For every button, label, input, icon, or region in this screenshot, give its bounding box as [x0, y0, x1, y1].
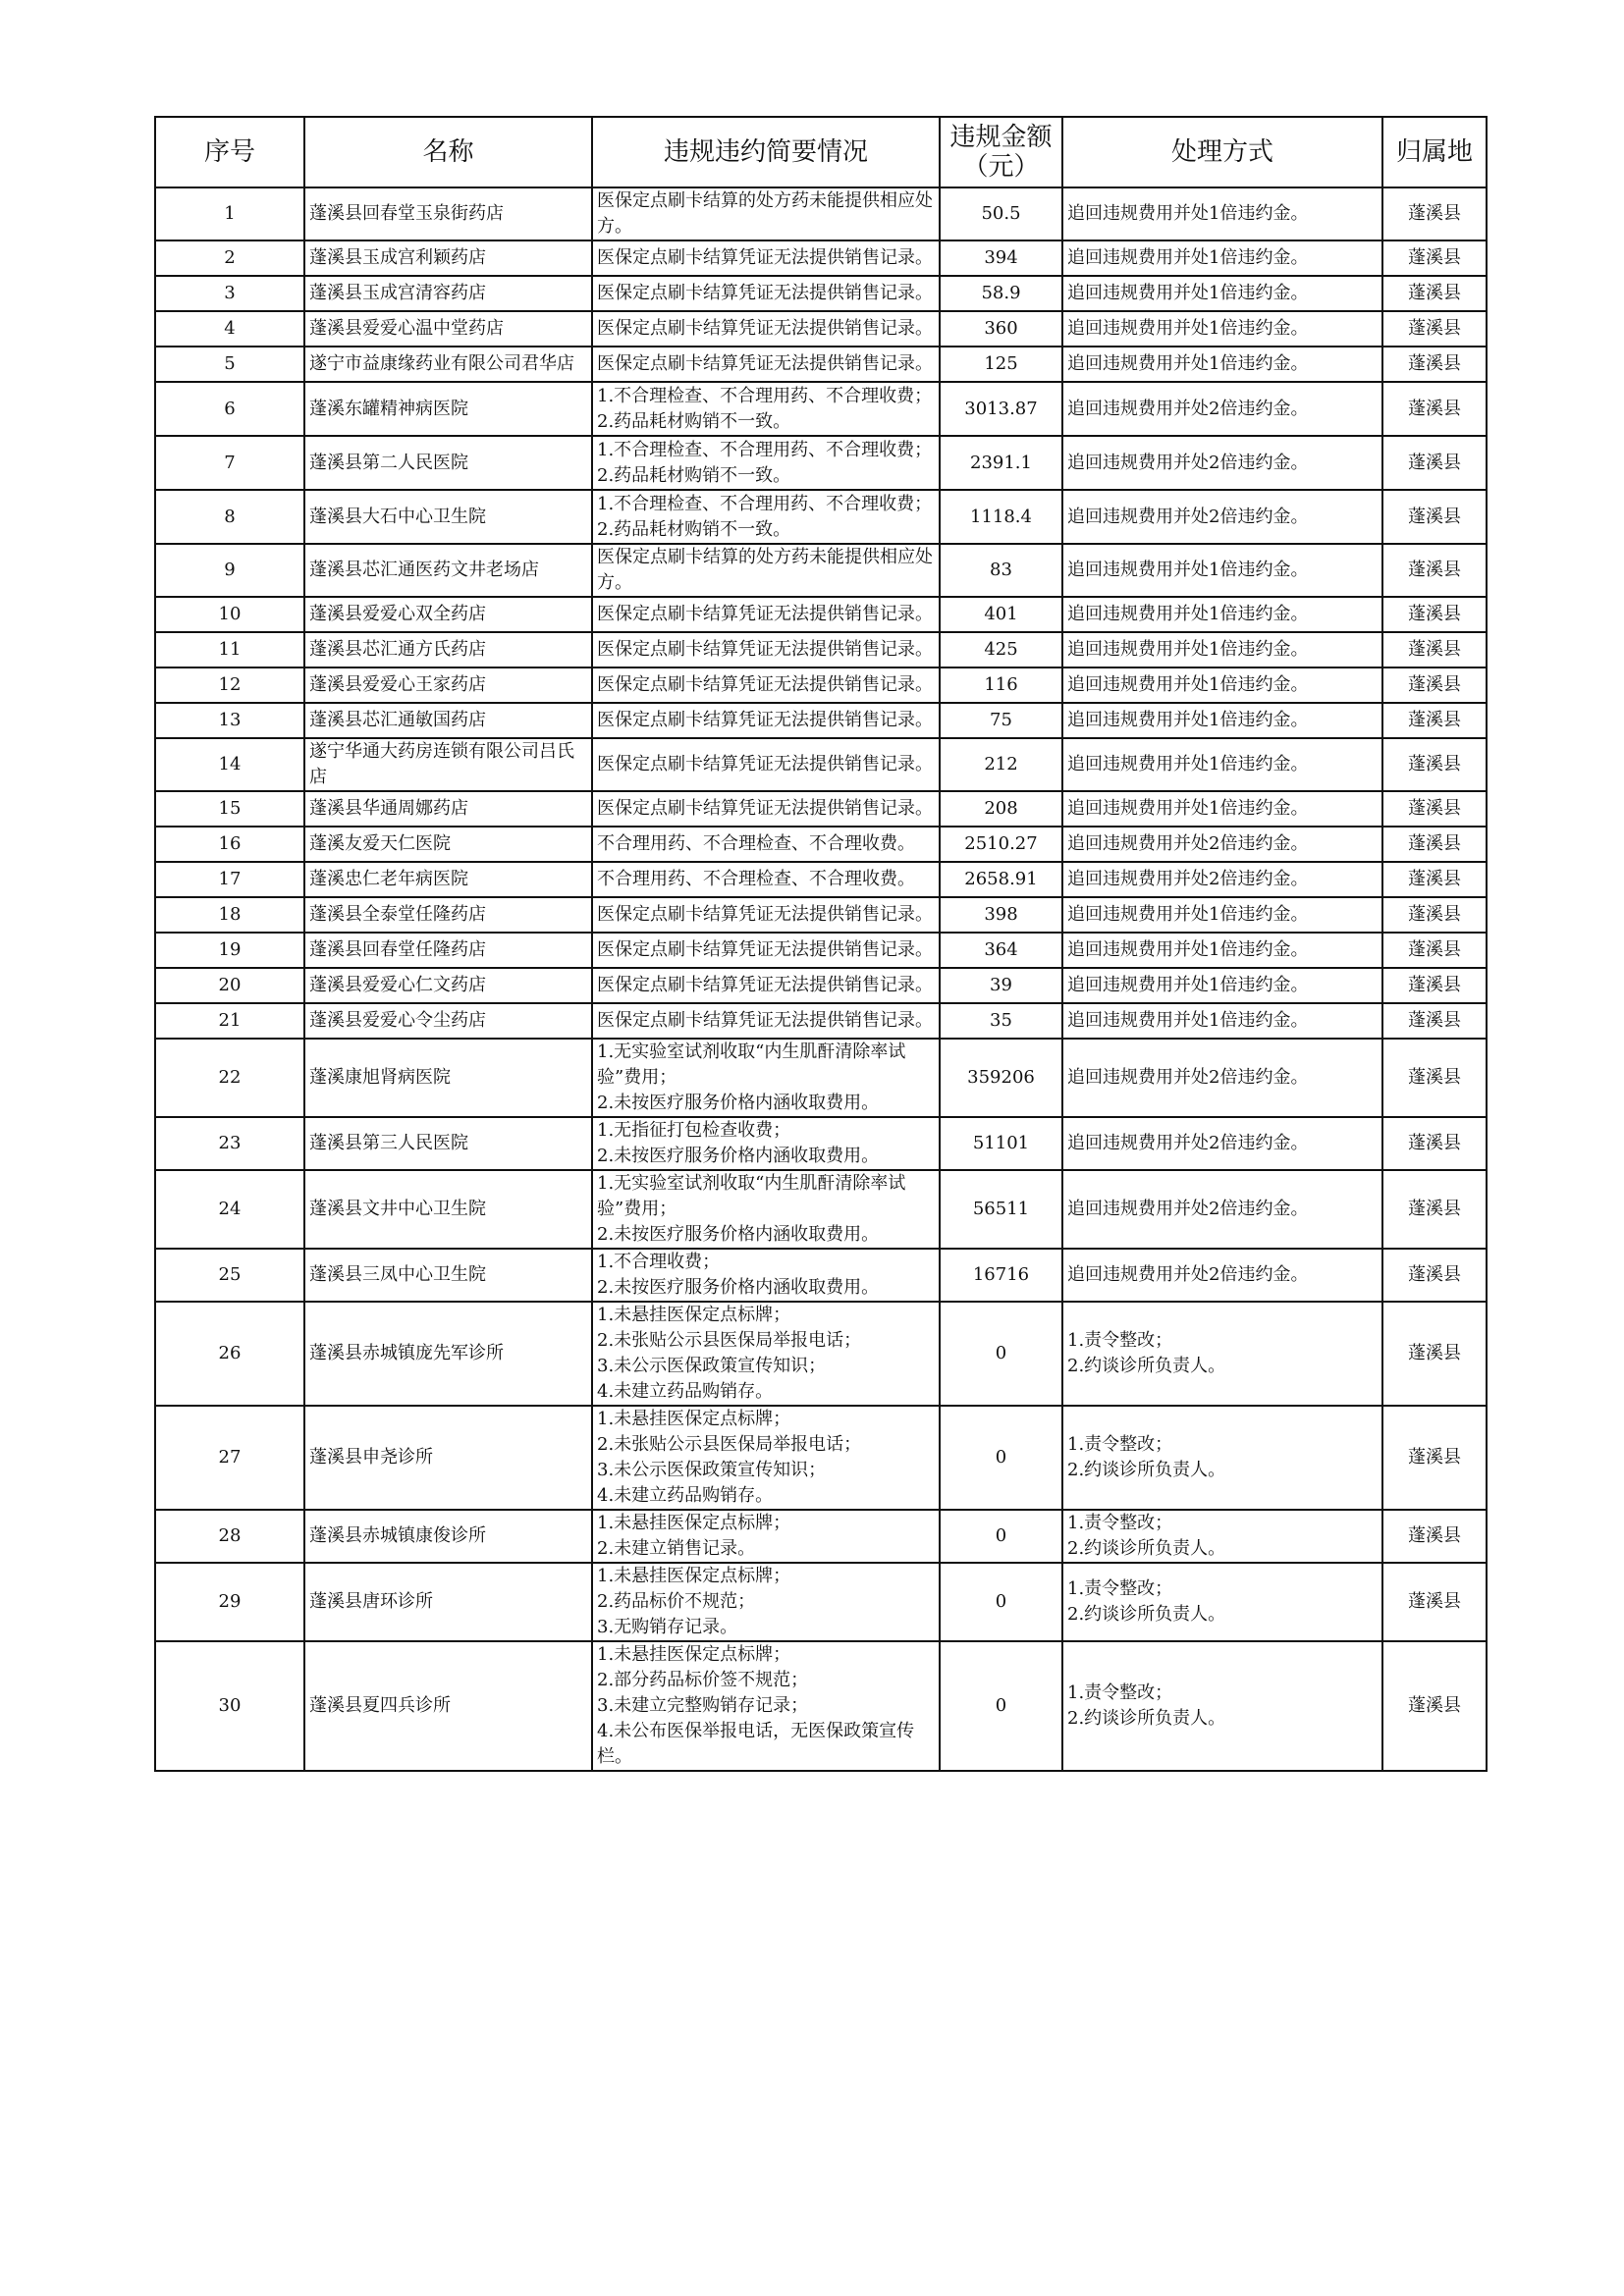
cell-name: 蓬溪康旭肾病医院 [304, 1039, 592, 1117]
table-header-row [155, 117, 1487, 187]
cell-region: 蓬溪县 [1382, 1003, 1487, 1039]
cell-desc: 1.不合理检查、不合理用药、不合理收费； 2.药品耗材购销不一致。 [592, 490, 940, 544]
table-row [155, 544, 1487, 597]
cell-seq: 1 [155, 187, 304, 240]
cell-desc: 医保定点刷卡结算凭证无法提供销售记录。 [592, 667, 940, 703]
cell-handling: 追回违规费用并处2倍违约金。 [1062, 1117, 1382, 1170]
cell-desc: 1.无实验室试剂收取“内生肌酐清除率试验”费用； 2.未按医疗服务价格内涵收取费用。 [592, 1170, 940, 1249]
cell-handling: 追回违规费用并处2倍违约金。 [1062, 382, 1382, 436]
cell-name: 蓬溪友爱天仁医院 [304, 827, 592, 862]
cell-name: 蓬溪东罐精神病医院 [304, 382, 592, 436]
cell-amount: 0 [940, 1406, 1062, 1510]
table-row [155, 187, 1487, 240]
cell-seq: 11 [155, 632, 304, 667]
cell-amount: 398 [940, 897, 1062, 933]
cell-amount: 3013.87 [940, 382, 1062, 436]
cell-handling: 追回违规费用并处1倍违约金。 [1062, 347, 1382, 382]
cell-seq: 15 [155, 791, 304, 827]
cell-region: 蓬溪县 [1382, 1641, 1487, 1771]
header-handling: 处理方式 [1062, 117, 1382, 187]
cell-name: 蓬溪县爱爱心双全药店 [304, 597, 592, 632]
cell-region: 蓬溪县 [1382, 827, 1487, 862]
cell-handling: 追回违规费用并处2倍违约金。 [1062, 490, 1382, 544]
table-row [155, 490, 1487, 544]
cell-region: 蓬溪县 [1382, 897, 1487, 933]
cell-region: 蓬溪县 [1382, 382, 1487, 436]
cell-amount: 2391.1 [940, 436, 1062, 490]
cell-handling: 追回违规费用并处1倍违约金。 [1062, 632, 1382, 667]
table-row [155, 667, 1487, 703]
cell-region: 蓬溪县 [1382, 436, 1487, 490]
table-row [155, 968, 1487, 1003]
table-row [155, 1302, 1487, 1406]
cell-desc: 1.不合理检查、不合理用药、不合理收费； 2.药品耗材购销不一致。 [592, 382, 940, 436]
cell-name: 蓬溪县爱爱心王家药店 [304, 667, 592, 703]
cell-handling: 追回违规费用并处1倍违约金。 [1062, 1003, 1382, 1039]
cell-amount: 401 [940, 597, 1062, 632]
cell-name: 蓬溪县玉成宫清容药店 [304, 276, 592, 311]
cell-amount: 1118.4 [940, 490, 1062, 544]
cell-amount: 58.9 [940, 276, 1062, 311]
cell-name: 蓬溪县回春堂玉泉街药店 [304, 187, 592, 240]
cell-handling: 1.责令整改； 2.约谈诊所负责人。 [1062, 1406, 1382, 1510]
cell-amount: 75 [940, 703, 1062, 738]
cell-name: 蓬溪县大石中心卫生院 [304, 490, 592, 544]
cell-handling: 追回违规费用并处1倍违约金。 [1062, 703, 1382, 738]
cell-desc: 医保定点刷卡结算凭证无法提供销售记录。 [592, 276, 940, 311]
cell-region: 蓬溪县 [1382, 1302, 1487, 1406]
table-row [155, 311, 1487, 347]
cell-amount: 394 [940, 240, 1062, 276]
table-row [155, 240, 1487, 276]
cell-seq: 21 [155, 1003, 304, 1039]
cell-amount: 0 [940, 1641, 1062, 1771]
cell-amount: 0 [940, 1563, 1062, 1641]
cell-region: 蓬溪县 [1382, 597, 1487, 632]
cell-handling: 追回违规费用并处2倍违约金。 [1062, 436, 1382, 490]
table-row [155, 1249, 1487, 1302]
cell-seq: 16 [155, 827, 304, 862]
cell-handling: 1.责令整改； 2.约谈诊所负责人。 [1062, 1641, 1382, 1771]
cell-desc: 医保定点刷卡结算凭证无法提供销售记录。 [592, 347, 940, 382]
cell-amount: 16716 [940, 1249, 1062, 1302]
header-region: 归属地 [1382, 117, 1487, 187]
cell-amount: 212 [940, 738, 1062, 791]
cell-desc: 医保定点刷卡结算凭证无法提供销售记录。 [592, 1003, 940, 1039]
cell-handling: 追回违规费用并处2倍违约金。 [1062, 1039, 1382, 1117]
cell-name: 蓬溪县华通周娜药店 [304, 791, 592, 827]
cell-region: 蓬溪县 [1382, 1170, 1487, 1249]
cell-seq: 28 [155, 1510, 304, 1563]
cell-desc: 医保定点刷卡结算凭证无法提供销售记录。 [592, 632, 940, 667]
cell-name: 蓬溪县芯汇通方氏药店 [304, 632, 592, 667]
table-row [155, 1563, 1487, 1641]
table-row [155, 897, 1487, 933]
cell-seq: 9 [155, 544, 304, 597]
table-row [155, 436, 1487, 490]
cell-name: 遂宁华通大药房连锁有限公司吕氏店 [304, 738, 592, 791]
cell-amount: 2510.27 [940, 827, 1062, 862]
cell-seq: 10 [155, 597, 304, 632]
cell-amount: 425 [940, 632, 1062, 667]
cell-handling: 追回违规费用并处1倍违约金。 [1062, 897, 1382, 933]
cell-name: 蓬溪县第二人民医院 [304, 436, 592, 490]
cell-handling: 追回违规费用并处2倍违约金。 [1062, 1170, 1382, 1249]
cell-seq: 8 [155, 490, 304, 544]
cell-desc: 医保定点刷卡结算凭证无法提供销售记录。 [592, 897, 940, 933]
cell-seq: 19 [155, 933, 304, 968]
cell-name: 蓬溪县芯汇通医药文井老场店 [304, 544, 592, 597]
cell-desc: 1.未悬挂医保定点标牌； 2.部分药品标价签不规范； 3.未建立完整购销存记录； 4.未公布医保举报电话，无医保政策宣传栏。 [592, 1641, 940, 1771]
cell-desc: 1.未悬挂医保定点标牌； 2.未张贴公示县医保局举报电话； 3.未公示医保政策宣传知识； 4.未建立药品购销存。 [592, 1406, 940, 1510]
cell-seq: 18 [155, 897, 304, 933]
cell-handling: 追回违规费用并处1倍违约金。 [1062, 597, 1382, 632]
cell-desc: 1.不合理收费； 2.未按医疗服务价格内涵收取费用。 [592, 1249, 940, 1302]
header-name: 名称 [304, 117, 592, 187]
cell-handling: 追回违规费用并处1倍违约金。 [1062, 791, 1382, 827]
cell-name: 蓬溪县玉成宫利颖药店 [304, 240, 592, 276]
table-row [155, 862, 1487, 897]
cell-handling: 追回违规费用并处1倍违约金。 [1062, 968, 1382, 1003]
header-desc: 违规违约简要情况 [592, 117, 940, 187]
cell-desc: 1.未悬挂医保定点标牌； 2.未建立销售记录。 [592, 1510, 940, 1563]
cell-seq: 3 [155, 276, 304, 311]
cell-name: 蓬溪县文井中心卫生院 [304, 1170, 592, 1249]
cell-desc: 医保定点刷卡结算凭证无法提供销售记录。 [592, 791, 940, 827]
cell-region: 蓬溪县 [1382, 738, 1487, 791]
cell-amount: 56511 [940, 1170, 1062, 1249]
cell-desc: 1.无指征打包检查收费； 2.未按医疗服务价格内涵收取费用。 [592, 1117, 940, 1170]
cell-name: 蓬溪县三凤中心卫生院 [304, 1249, 592, 1302]
cell-seq: 14 [155, 738, 304, 791]
cell-desc: 不合理用药、不合理检查、不合理收费。 [592, 827, 940, 862]
cell-region: 蓬溪县 [1382, 544, 1487, 597]
table-row [155, 703, 1487, 738]
cell-handling: 追回违规费用并处2倍违约金。 [1062, 862, 1382, 897]
cell-seq: 5 [155, 347, 304, 382]
cell-region: 蓬溪县 [1382, 187, 1487, 240]
cell-seq: 25 [155, 1249, 304, 1302]
cell-amount: 35 [940, 1003, 1062, 1039]
table-row [155, 347, 1487, 382]
cell-name: 蓬溪县申尧诊所 [304, 1406, 592, 1510]
cell-amount: 51101 [940, 1117, 1062, 1170]
cell-seq: 26 [155, 1302, 304, 1406]
cell-seq: 22 [155, 1039, 304, 1117]
cell-seq: 6 [155, 382, 304, 436]
cell-amount: 364 [940, 933, 1062, 968]
cell-name: 蓬溪县爱爱心仁文药店 [304, 968, 592, 1003]
cell-name: 蓬溪县全泰堂任隆药店 [304, 897, 592, 933]
table-row [155, 382, 1487, 436]
cell-desc: 医保定点刷卡结算凭证无法提供销售记录。 [592, 933, 940, 968]
header-amount: 违规金额（元） [940, 117, 1062, 187]
cell-handling: 追回违规费用并处1倍违约金。 [1062, 738, 1382, 791]
table-row [155, 1510, 1487, 1563]
cell-name: 蓬溪县回春堂任隆药店 [304, 933, 592, 968]
cell-handling: 追回违规费用并处1倍违约金。 [1062, 544, 1382, 597]
cell-region: 蓬溪县 [1382, 1563, 1487, 1641]
cell-seq: 4 [155, 311, 304, 347]
cell-name: 蓬溪县唐环诊所 [304, 1563, 592, 1641]
cell-name: 蓬溪县赤城镇庞先军诊所 [304, 1302, 592, 1406]
cell-desc: 医保定点刷卡结算凭证无法提供销售记录。 [592, 240, 940, 276]
table-row [155, 1641, 1487, 1771]
cell-amount: 2658.91 [940, 862, 1062, 897]
cell-desc: 1.未悬挂医保定点标牌； 2.未张贴公示县医保局举报电话； 3.未公示医保政策宣传知识； 4.未建立药品购销存。 [592, 1302, 940, 1406]
cell-desc: 医保定点刷卡结算凭证无法提供销售记录。 [592, 703, 940, 738]
cell-desc: 医保定点刷卡结算的处方药未能提供相应处方。 [592, 544, 940, 597]
cell-handling: 追回违规费用并处1倍违约金。 [1062, 240, 1382, 276]
cell-handling: 追回违规费用并处1倍违约金。 [1062, 311, 1382, 347]
cell-handling: 追回违规费用并处1倍违约金。 [1062, 187, 1382, 240]
cell-desc: 1.未悬挂医保定点标牌； 2.药品标价不规范； 3.无购销存记录。 [592, 1563, 940, 1641]
table-row [155, 1117, 1487, 1170]
cell-amount: 0 [940, 1510, 1062, 1563]
cell-seq: 30 [155, 1641, 304, 1771]
cell-amount: 208 [940, 791, 1062, 827]
table-row [155, 632, 1487, 667]
cell-name: 蓬溪忠仁老年病医院 [304, 862, 592, 897]
cell-desc: 医保定点刷卡结算凭证无法提供销售记录。 [592, 968, 940, 1003]
cell-amount: 125 [940, 347, 1062, 382]
violations-table [154, 116, 1488, 1772]
cell-desc: 医保定点刷卡结算凭证无法提供销售记录。 [592, 738, 940, 791]
cell-handling: 追回违规费用并处2倍违约金。 [1062, 1249, 1382, 1302]
cell-seq: 29 [155, 1563, 304, 1641]
cell-seq: 27 [155, 1406, 304, 1510]
table-row [155, 738, 1487, 791]
header-seq: 序号 [155, 117, 304, 187]
cell-region: 蓬溪县 [1382, 862, 1487, 897]
cell-amount: 359206 [940, 1039, 1062, 1117]
cell-desc: 1.不合理检查、不合理用药、不合理收费； 2.药品耗材购销不一致。 [592, 436, 940, 490]
cell-seq: 24 [155, 1170, 304, 1249]
cell-desc: 1.无实验室试剂收取“内生肌酐清除率试验”费用； 2.未按医疗服务价格内涵收取费用。 [592, 1039, 940, 1117]
table-row [155, 1003, 1487, 1039]
cell-region: 蓬溪县 [1382, 347, 1487, 382]
cell-handling: 追回违规费用并处1倍违约金。 [1062, 667, 1382, 703]
cell-region: 蓬溪县 [1382, 490, 1487, 544]
cell-handling: 1.责令整改； 2.约谈诊所负责人。 [1062, 1510, 1382, 1563]
cell-handling: 1.责令整改； 2.约谈诊所负责人。 [1062, 1563, 1382, 1641]
cell-desc: 医保定点刷卡结算凭证无法提供销售记录。 [592, 597, 940, 632]
table-row [155, 276, 1487, 311]
cell-name: 遂宁市益康缘药业有限公司君华店 [304, 347, 592, 382]
cell-name: 蓬溪县夏四兵诊所 [304, 1641, 592, 1771]
cell-region: 蓬溪县 [1382, 1249, 1487, 1302]
cell-amount: 39 [940, 968, 1062, 1003]
cell-region: 蓬溪县 [1382, 1117, 1487, 1170]
cell-amount: 0 [940, 1302, 1062, 1406]
cell-region: 蓬溪县 [1382, 311, 1487, 347]
cell-desc: 医保定点刷卡结算凭证无法提供销售记录。 [592, 311, 940, 347]
cell-region: 蓬溪县 [1382, 1510, 1487, 1563]
cell-desc: 医保定点刷卡结算的处方药未能提供相应处方。 [592, 187, 940, 240]
cell-region: 蓬溪县 [1382, 632, 1487, 667]
cell-region: 蓬溪县 [1382, 1406, 1487, 1510]
cell-amount: 360 [940, 311, 1062, 347]
cell-desc: 不合理用药、不合理检查、不合理收费。 [592, 862, 940, 897]
cell-seq: 2 [155, 240, 304, 276]
cell-seq: 12 [155, 667, 304, 703]
cell-amount: 116 [940, 667, 1062, 703]
cell-region: 蓬溪县 [1382, 240, 1487, 276]
table-row [155, 1039, 1487, 1117]
cell-handling: 追回违规费用并处2倍违约金。 [1062, 827, 1382, 862]
table-row [155, 1406, 1487, 1510]
cell-amount: 83 [940, 544, 1062, 597]
cell-name: 蓬溪县爱爱心温中堂药店 [304, 311, 592, 347]
table-row [155, 827, 1487, 862]
cell-handling: 追回违规费用并处1倍违约金。 [1062, 276, 1382, 311]
cell-name: 蓬溪县芯汇通敏国药店 [304, 703, 592, 738]
table-row [155, 597, 1487, 632]
cell-region: 蓬溪县 [1382, 968, 1487, 1003]
table-row [155, 791, 1487, 827]
cell-handling: 追回违规费用并处1倍违约金。 [1062, 933, 1382, 968]
cell-name: 蓬溪县第三人民医院 [304, 1117, 592, 1170]
cell-seq: 7 [155, 436, 304, 490]
cell-region: 蓬溪县 [1382, 667, 1487, 703]
cell-seq: 20 [155, 968, 304, 1003]
cell-region: 蓬溪县 [1382, 1039, 1487, 1117]
cell-amount: 50.5 [940, 187, 1062, 240]
table-row [155, 933, 1487, 968]
cell-region: 蓬溪县 [1382, 276, 1487, 311]
cell-region: 蓬溪县 [1382, 703, 1487, 738]
cell-region: 蓬溪县 [1382, 791, 1487, 827]
cell-region: 蓬溪县 [1382, 933, 1487, 968]
cell-seq: 23 [155, 1117, 304, 1170]
cell-name: 蓬溪县赤城镇康俊诊所 [304, 1510, 592, 1563]
cell-handling: 1.责令整改； 2.约谈诊所负责人。 [1062, 1302, 1382, 1406]
cell-seq: 17 [155, 862, 304, 897]
table-row [155, 1170, 1487, 1249]
cell-seq: 13 [155, 703, 304, 738]
cell-name: 蓬溪县爱爱心令尘药店 [304, 1003, 592, 1039]
